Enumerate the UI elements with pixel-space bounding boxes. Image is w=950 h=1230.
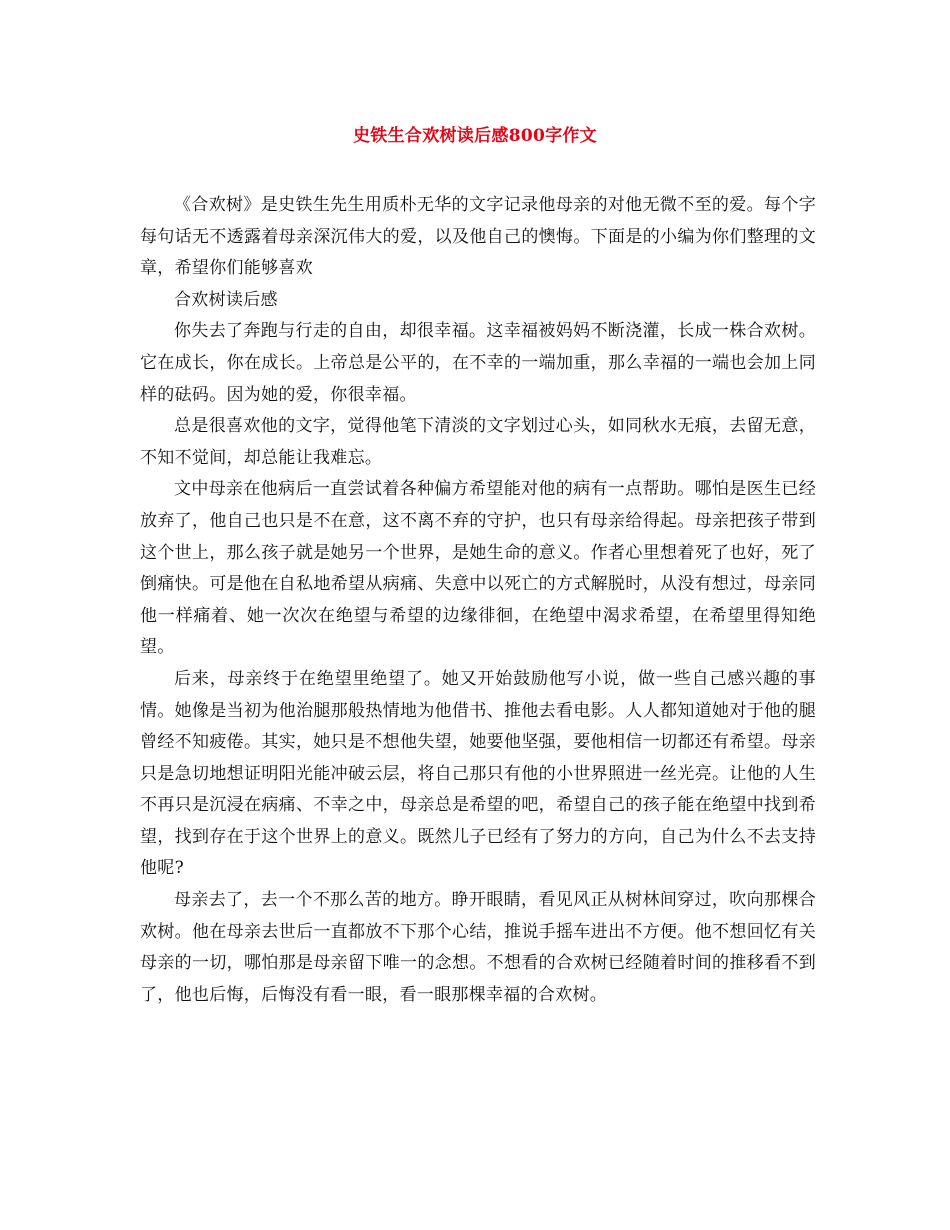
paragraph-intro: 《合欢树》是史铁生先生用质朴无华的文字记录他母亲的对他无微不至的爱。每个字每句话无不透露着母亲深沉伟大的爱，以及他自己的懊悔。下面是的小编为你们整理的文章，希望你们能够喜欢 xyxy=(140,195,816,279)
paragraph: 总是很喜欢他的文字，觉得他笔下清淡的文字划过心头，如同秋水无痕，去留无意，不知不觉间，却总能让我难忘。 xyxy=(140,416,816,468)
section-heading: 合欢树读后感 xyxy=(174,289,278,310)
document-title: 史铁生合欢树读后感800字作文 xyxy=(353,126,597,146)
document-body xyxy=(140,190,816,1011)
paragraph: 你失去了奔跑与行走的自由，却很幸福。这幸福被妈妈不断浇灌，长成一株合欢树。它在成长，你在成长。上帝总是公平的，在不幸的一端加重，那么幸福的一端也会加上同样的砝码。因为她的爱，你很幸福。 xyxy=(140,321,816,405)
paragraph: 文中母亲在他病后一直尝试着各种偏方希望能对他的病有一点帮助。哪怕是医生已经放弃了，他自己也只是不在意，这不离不弃的守护，也只有母亲给得起。母亲把孩子带到这个世上，那么孩子就是她另一个世界，是她生命的意义。作者心里想着死了也好，死了倒痛快。可是他在自私地希望从病痛、失意中以死亡的方式解脱时，从没有想过，母亲同他一样痛着、她一次次在绝望与希望的边缘徘徊，在绝望中渴求希望，在希望里得知绝望。 xyxy=(140,479,816,658)
paragraph: 母亲去了，去一个不那么苦的地方。睁开眼睛，看见风正从树林间穿过，吹向那棵合欢树。他在母亲去世后一直都放不下那个心结，推说手摇车进出不方便。他不想回忆有关母亲的一切，哪怕那是母亲留下唯一的念想。不想看的合欢树已经随着时间的推移看不到了，他也后悔，后悔没有看一眼，看一眼那棵幸福的合欢树。 xyxy=(140,890,816,1005)
paragraph: 后来，母亲终于在绝望里绝望了。她又开始鼓励他写小说，做一些自己感兴趣的事情。她像是当初为他治腿那般热情地为他借书、推他去看电影。人人都知道她对于他的腿曾经不知疲倦。其实，她只是不想他失望，她要他坚强，要他相信一切都还有希望。母亲只是急切地想证明阳光能冲破云层，将自己那只有他的小世界照进一丝光亮。让他的人生不再只是沉浸在病痛、不幸之中，母亲总是希望的吧，希望自己的孩子能在绝望中找到希望，找到存在于这个世界上的意义。既然儿子已经有了努力的方向，自己为什么不去支持他呢? xyxy=(140,668,816,879)
